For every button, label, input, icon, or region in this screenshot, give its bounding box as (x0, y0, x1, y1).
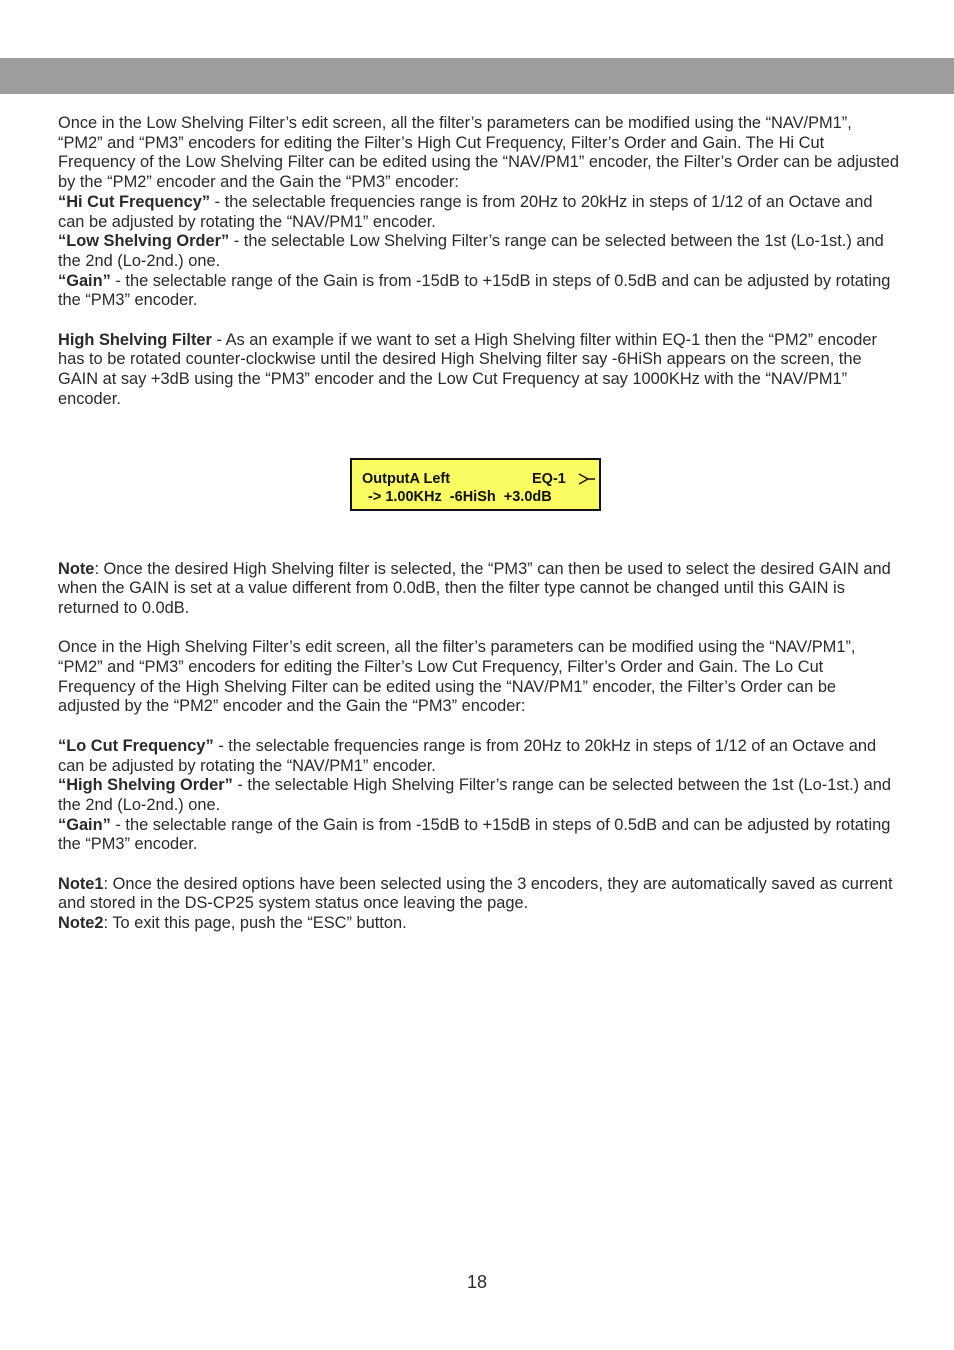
note-label: Note (58, 559, 95, 578)
page-number: 18 (466, 1272, 488, 1292)
hi-cut-frequency-text: - the selectable frequencies range is from 20Hz to 20kHz in steps of 1/12 of an Octave and can be adjusted by rotating the “NAV/PM1” encoder. (58, 192, 873, 231)
low-shelving-order-text: - the selectable Low Shelving Filter’s range can be selected between the 1st (Lo-1st.) and the 2nd (Lo-2nd.) one. (58, 232, 884, 270)
note1-paragraph (58, 875, 900, 914)
gain-text: - the selectable range of the Gain is from -15dB to +15dB in steps of 0.5dB and can be adjusted by rotating the “PM3” encoder. (58, 271, 891, 310)
lcd-display (350, 458, 601, 511)
lcd-value-line: -> 1.00KHz -6HiSh +3.0dB (368, 488, 552, 505)
high-shelving-filter-text: - As an example if we want to set a High Shelving filter within EQ-1 then the “PM2” encoder has to be rotated counter-clockwise until the desired High Shelving filter say -6HiSh appears on the screen, the GAIN at say +3dB using the “PM3” encoder and the Low Cut Frequency at say 1000KHz with the “NAV/PM1” encoder. (58, 330, 877, 408)
note1-text: : Once the desired options have been selected using the 3 encoders, they are automatically saved as current and stored in the DS-CP25 system status once leaving the page. (58, 874, 893, 913)
note-text: : Once the desired High Shelving filter is selected, the “PM3” can then be used to select the desired GAIN and when the GAIN is set at a value different from 0.0dB, then the filter type cannot be changed until this GAIN is returned to 0.0dB. (58, 559, 891, 617)
gain-label: “Gain” (58, 271, 111, 290)
lcd-arrow-icon (578, 472, 596, 486)
note2-text: : To exit this page, push the “ESC” button. (103, 914, 407, 933)
gain-paragraph-2 (58, 816, 900, 855)
lcd-output-label: OutputA Left (362, 470, 451, 487)
gain-paragraph (58, 272, 900, 311)
lcd-eq-label: EQ-1 (532, 470, 566, 487)
lo-cut-frequency-text: - the selectable frequencies range is from 20Hz to 20kHz in steps of 1/12 of an Octave and can be adjusted by rotating the “NAV/PM1” encoder. (58, 736, 877, 775)
high-shelving-filter-paragraph (58, 331, 900, 410)
lcd-figure (58, 410, 900, 560)
hi-cut-frequency-paragraph (58, 193, 900, 232)
low-shelving-order-paragraph (58, 232, 900, 271)
note-paragraph (58, 560, 900, 619)
low-shelving-order-label: “Low Shelving Order” (58, 232, 230, 251)
page-content (58, 114, 900, 934)
high-shelving-order-label: “High Shelving Order” (58, 776, 233, 795)
note1-label: Note1 (58, 874, 104, 893)
high-shelving-order-text: - the selectable High Shelving Filter’s range can be selected between the 1st (Lo-1st.) and the 2nd (Lo-2nd.) one. (58, 776, 891, 814)
note2-label: Note2 (58, 914, 104, 933)
hi-cut-frequency-label: “Hi Cut Frequency” (58, 192, 211, 211)
gain-label-2: “Gain” (58, 815, 111, 834)
intro-paragraph: Once in the Low Shelving Filter’s edit screen, all the filter’s parameters can be modified using the “NAV/PM1”, “PM2” and “PM3” encoders for editing the Filter’s High Cut Frequency, Filter’s Order and Gain. The Hi Cut Frequency of the Low Shelving Filter can be edited using the “NAV/PM1” encoder, the Filter’s Order can be adjusted by the “PM2” encoder and the Gain the “PM3” encoder: (58, 114, 899, 192)
gain-text-2: - the selectable range of the Gain is from -15dB to +15dB in steps of 0.5dB and can be adjusted by rotating the “PM3” encoder. (58, 815, 891, 854)
lo-cut-frequency-paragraph (58, 737, 900, 776)
header-band (0, 58, 954, 94)
note2-paragraph (58, 914, 900, 934)
high-shelving-edit-paragraph: Once in the High Shelving Filter’s edit screen, all the filter’s parameters can be modified using the “NAV/PM1”, “PM2” and “PM3” encoders for editing the Filter’s Low Cut Frequency, Filter’s Order and Gain. The Lo Cut Frequency of the High Shelving Filter can be edited using the “NAV/PM1” encoder, the Filter’s Order can be adjusted by the “PM2” encoder and the Gain the “PM3” encoder: (58, 638, 856, 716)
high-shelving-order-paragraph (58, 776, 900, 815)
high-shelving-filter-label: High Shelving Filter (58, 330, 212, 349)
lo-cut-frequency-label: “Lo Cut Frequency” (58, 736, 214, 755)
